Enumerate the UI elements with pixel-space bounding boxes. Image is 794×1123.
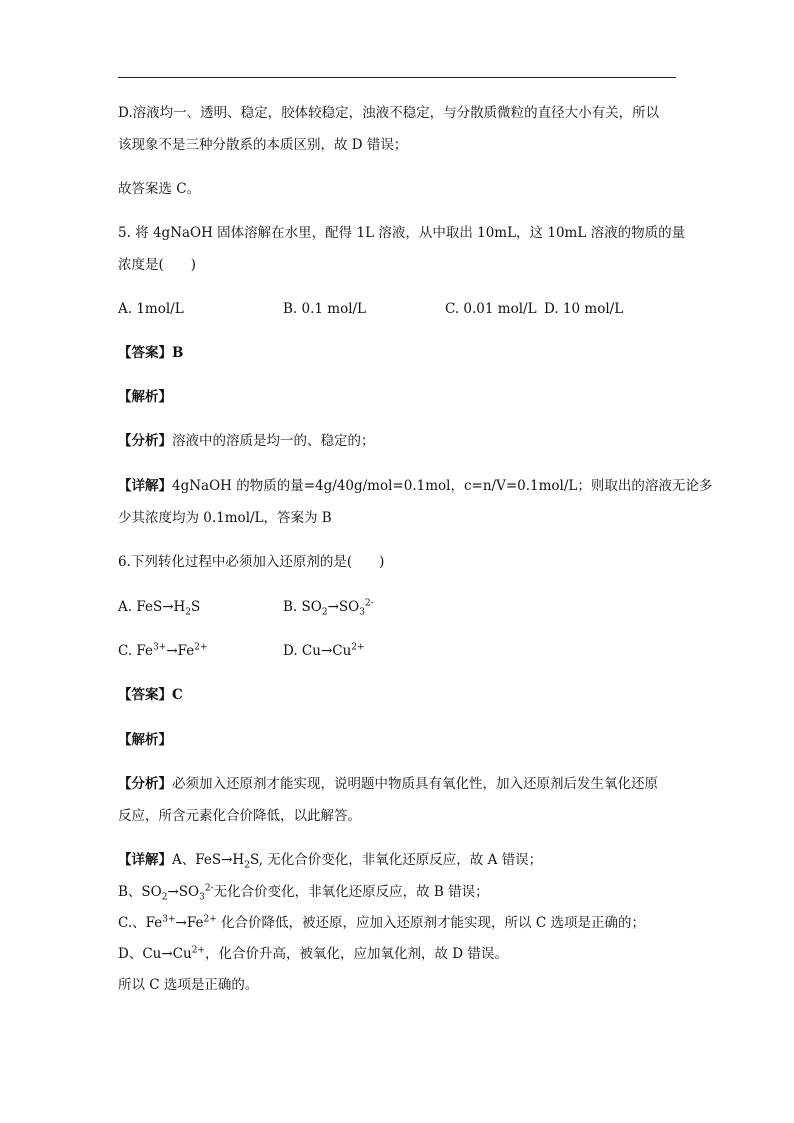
q6-option-a: A. $FeS\to H_2S$ [118,599,201,618]
q6-option-b: B. $SO_2\to SO_3^{2-}$ [283,598,374,618]
q5-detail-tag: 【详解】 [118,478,172,494]
q6-fenxi-text-1: 必须加入还原剂才能实现，说明题中物质具有氧化性，加入还原剂后发生氧化还原 [172,776,658,792]
q5-stem-line-1: 5. 将 4gNaOH 固体溶解在水里，配得 1L 溶液，从中取出 10mL，这 10mL 溶液的物质的量 [118,225,686,241]
q6-detail-line-1: 【详解】A、$FeS\to H_2S$, 无化合价变化，非氧化还原反应，故 A 错误； [118,852,543,871]
q5-fenxi [118,431,375,451]
q6-fenxi-line-1 [118,774,658,794]
q6-answer: 【答案】C [118,687,183,703]
q5-option-a: A. 1mol/L [118,301,184,317]
q5-stem-line-2: 浓度是( ) [118,257,197,273]
q5-detail-line-2: 少其浓度均为 0.1mol/L，答案为 B [118,510,332,526]
q6-fenxi-tag: 【分析】 [118,776,172,792]
header-rule [118,77,676,78]
q6-fenxi-line-2: 反应，所含元素化合价降低，以此解答。 [118,808,361,824]
q5-fenxi-text: 溶液中的溶质是均一的、稳定的； [172,433,375,449]
q6-stem: 6.下列转化过程中必须加入还原剂的是( ) [118,554,385,570]
q6-detail-line-4: D、$Cu\to Cu^{2+}$，化合价升高，被氧化，应加氧化剂，故 D 错误。 [118,945,508,962]
q6-detail-line-3: C.、$Fe^{3+}\to Fe^{2+}$ 化合价降低，被还原，应加入还原剂才能实现，所以 C 选项是正确的； [118,914,645,931]
q6-final-conclusion: 所以 C 选项是正确的。 [118,977,259,993]
q5-detail-text-1: 4gNaOH 的物质的量=4g/40g/mol=0.1mol，c=n/V=0.1mol/L；则取出的溶液无论多 [172,478,713,494]
prev-explanation-line-2: 该现象不是三种分散系的本质区别，故 D 错误； [118,137,408,153]
q6-option-d: D. $Cu\to Cu^{2+}$ [283,642,365,659]
q6-option-c: C. $Fe^{3+}\to Fe^{2+}$ [118,642,208,659]
q5-answer: 【答案】B [118,345,184,361]
prev-explanation-line-1: D.溶液均一、透明、稳定，胶体较稳定，浊液不稳定，与分散质微粒的直径大小有关，所以 [118,105,660,121]
q6-detail-line-2: B、$SO_2\to SO_3^{2-}$无化合价变化，非氧化还原反应，故 B 错误； [118,883,489,903]
q5-option-d: D. 10 mol/L [544,301,624,317]
q6-detail-tag: 【详解】 [118,852,172,868]
q5-option-b: B. 0.1 mol/L [283,301,367,317]
q5-analysis-heading: 【解析】 [118,389,172,405]
q5-detail-line-1 [118,476,712,496]
q5-option-c: C. 0.01 mol/L [445,301,537,317]
q6-analysis-heading: 【解析】 [118,732,172,748]
prev-conclusion: 故答案选 C。 [118,181,201,197]
q5-fenxi-tag: 【分析】 [118,433,172,449]
